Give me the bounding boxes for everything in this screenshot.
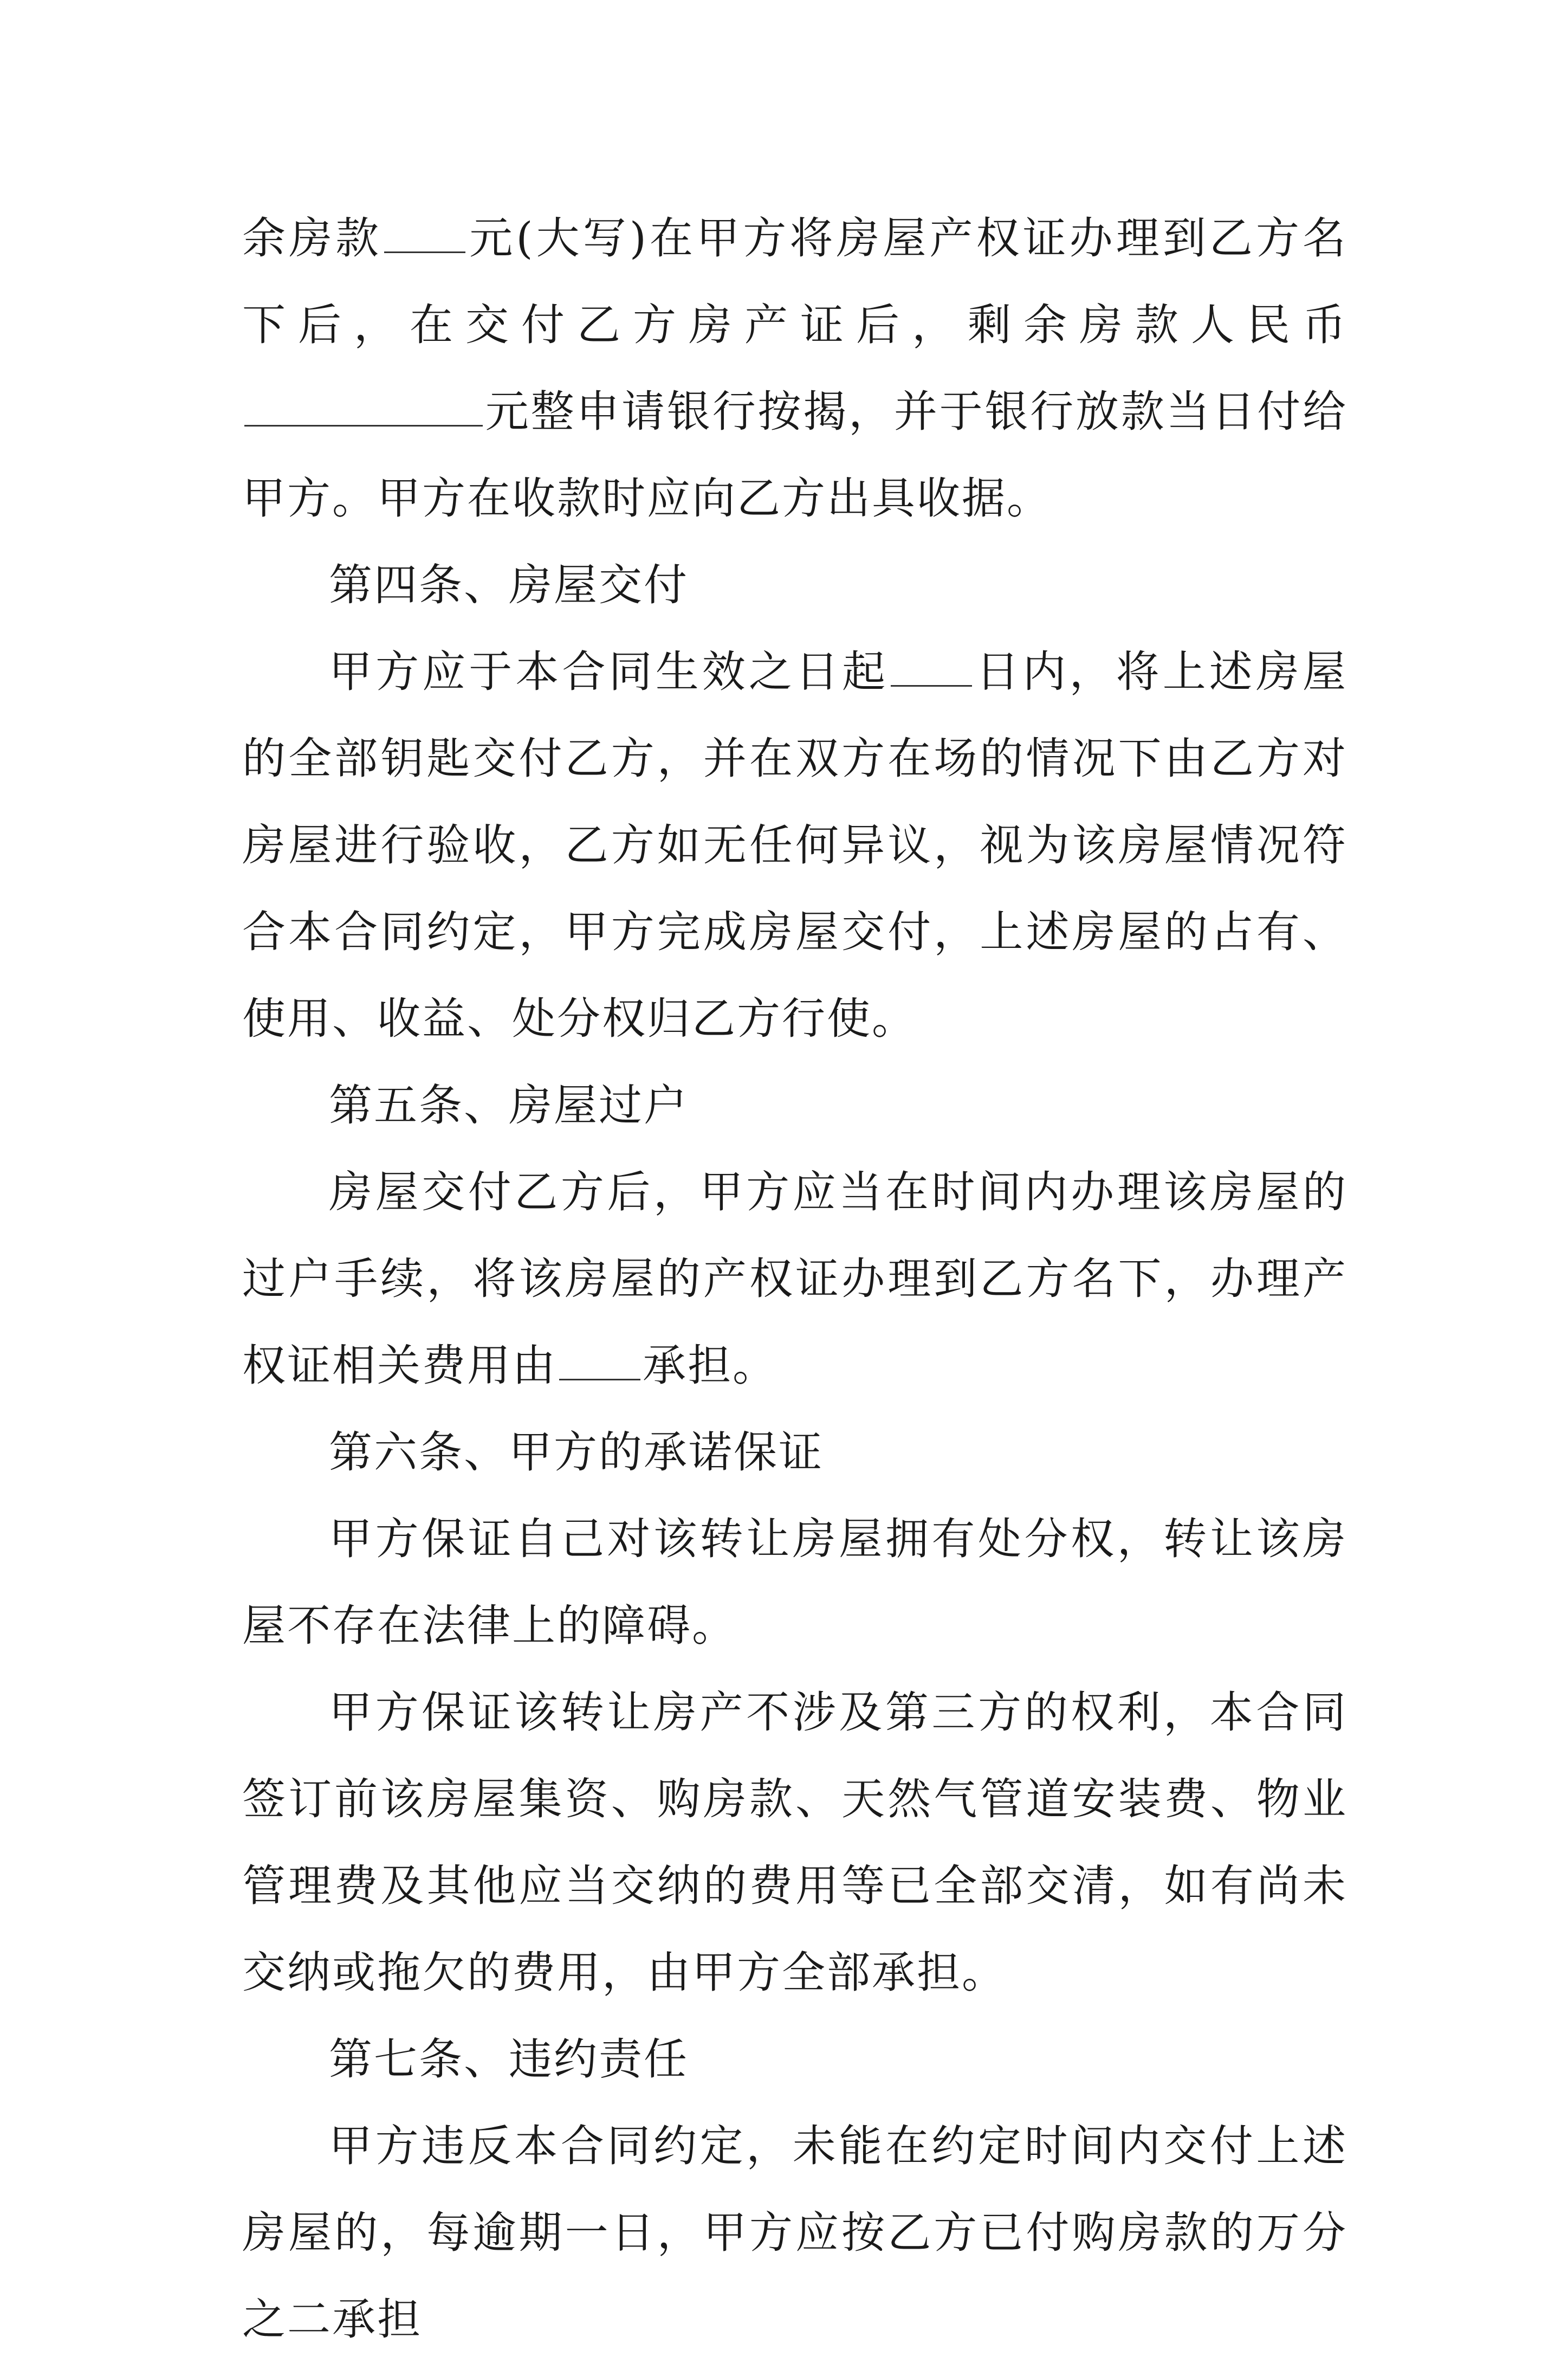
paragraph-payment-balance — [242, 195, 1347, 542]
article-5-heading: 第五条、房屋过户 — [329, 1080, 689, 1131]
text-segment: 元整申请银行按揭，并于银行放款当日付给甲方。甲方在收款时应向乙方出具收据。 — [242, 386, 1347, 524]
paragraph-breach: 甲方违反本合同约定，未能在约定时间内交付上述房屋的，每逾期一日，甲方应按乙方已付购房款的万分之二承担 — [242, 2121, 1347, 2345]
text-segment: 房屋交付乙方后，甲方应当在时间内办理该房屋的过户手续，将该房屋的产权证办理到乙方名下，办理产权证相关费用由 — [242, 1167, 1347, 1391]
paragraph-house-delivery — [242, 629, 1347, 1062]
text-segment: 承担。 — [643, 1340, 777, 1391]
paragraph-guarantee-1: 甲方保证自己对该转让房屋拥有处分权，转让该房屋不存在法律上的障碍。 — [242, 1514, 1347, 1651]
text-segment: 日内，将上述房屋的全部钥匙交付乙方，并在双方在场的情况下由乙方对房屋进行验收，乙方如无任何异议，视为该房屋情况符合本合同约定，甲方完成房屋交付，上述房屋的占有、使用、收益、处分权归乙方行使。 — [242, 647, 1348, 1044]
fill-blank-amount-words[interactable] — [384, 214, 465, 253]
contract-text — [242, 195, 1347, 2363]
paragraph-guarantee-2: 甲方保证该转让房产不涉及第三方的权利，本合同签订前该房屋集资、购房款、天然气管道安装费、物业管理费及其他应当交纳的费用等已全部交清，如有尚未交纳或拖欠的费用，由甲方全部承担。 — [242, 1687, 1347, 1998]
fill-blank-remaining-amount[interactable] — [244, 387, 483, 427]
text-segment: 余房款 — [242, 213, 383, 263]
article-6-heading: 第六条、甲方的承诺保证 — [329, 1427, 824, 1477]
text-segment: 元(大写)在甲方将房屋产权证办理到乙方名下后，在交付乙方房产证后，剩余房款人民币 — [242, 213, 1348, 350]
article-4-heading: 第四条、房屋交付 — [329, 560, 689, 610]
fill-blank-fee-bearer[interactable] — [559, 1341, 640, 1380]
article-7-heading: 第七条、违约责任 — [329, 2034, 689, 2084]
text-segment: 甲方应于本合同生效之日起 — [329, 647, 889, 697]
fill-blank-days[interactable] — [891, 647, 972, 687]
paragraph-transfer — [242, 1149, 1347, 1409]
